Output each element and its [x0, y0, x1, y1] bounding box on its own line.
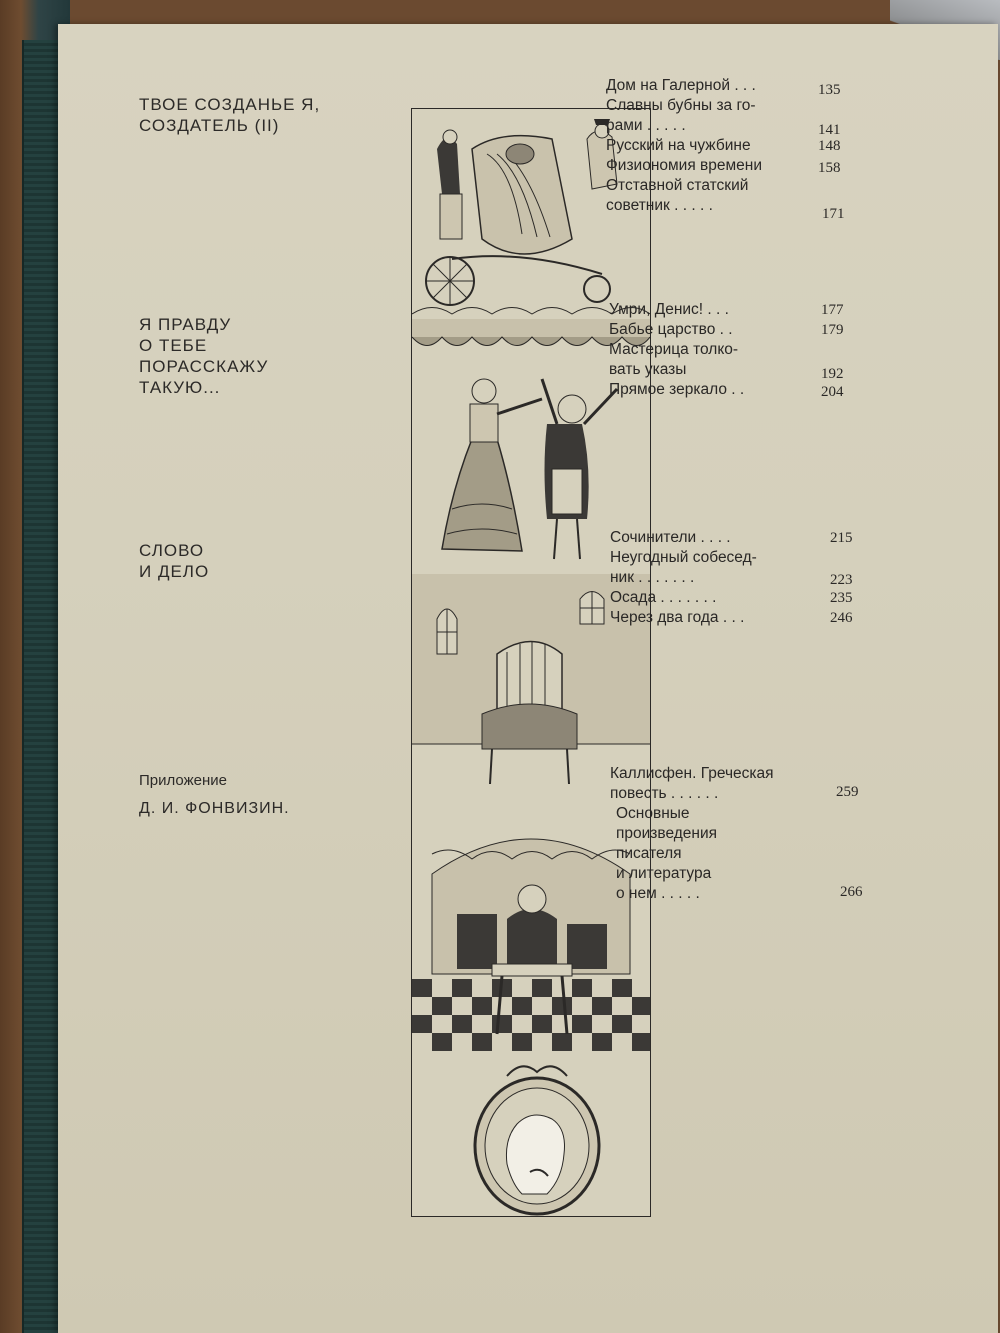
- toc-entry[interactable]: [609, 340, 844, 380]
- toc-entry-title: Осада . . . . . . .: [610, 589, 717, 606]
- toc-entry[interactable]: [609, 300, 844, 320]
- toc-entry[interactable]: [610, 548, 855, 588]
- toc-section-2: [609, 300, 844, 400]
- toc-entry-title: Основные: [616, 805, 690, 822]
- toc-entry[interactable]: [606, 156, 841, 176]
- illustration-strip: [411, 108, 651, 1217]
- section-title-2: [139, 314, 268, 398]
- toc-entry-page: 148: [818, 138, 841, 154]
- toc-entry-title: Через два года . . .: [610, 609, 745, 626]
- toc-entry-title: Русский на чужбине: [606, 137, 751, 154]
- section-title-line: Я ПРАВДУ: [139, 315, 232, 334]
- toc-entry-title: Прямое зеркало . .: [609, 381, 745, 398]
- toc-entry-title: Неугодный собесед-: [610, 549, 757, 566]
- toc-entry-page: 171: [822, 206, 845, 222]
- toc-entry-page: 141: [818, 122, 841, 138]
- toc-entry-title: Умри, Денис! . . .: [609, 301, 729, 318]
- toc-entry[interactable]: [606, 96, 841, 136]
- section-title-line: И ДЕЛО: [139, 562, 210, 581]
- section-title-line: ПОРАССКАЖУ: [139, 357, 269, 376]
- section-title-4: [139, 798, 290, 819]
- portrait-medallion-illustration: [412, 1054, 650, 1216]
- toc-entry-page: 266: [840, 884, 863, 900]
- toc-entry[interactable]: [609, 320, 844, 340]
- toc-entry-page: 204: [821, 384, 844, 400]
- section-title-1: [139, 94, 320, 136]
- toc-entry-page: 235: [830, 590, 853, 606]
- toc-entry-page: 223: [830, 572, 853, 588]
- toc-entry[interactable]: [610, 528, 855, 548]
- toc-entry-page: 259: [836, 784, 859, 800]
- toc-entry[interactable]: [610, 608, 855, 628]
- toc-entry-title: Мастерица толко-: [609, 341, 739, 358]
- toc-entry-title: Сочинители . . . .: [610, 529, 731, 546]
- toc-entry[interactable]: [610, 764, 859, 804]
- toc-entry-title: Отставной статский: [606, 177, 749, 194]
- section-title-line: СЛОВО: [139, 541, 205, 560]
- toc-entry-page: 177: [821, 302, 844, 318]
- toc-entry-title: ник . . . . . . .: [610, 569, 695, 586]
- toc-entry-title: о нем . . . . .: [616, 885, 700, 902]
- toc-entry-page: 179: [821, 322, 844, 338]
- toc-entry-title: Дом на Галерной . . .: [606, 77, 756, 94]
- toc-entry-title: произведения: [616, 825, 718, 842]
- section-title-line: О ТЕБЕ: [139, 336, 208, 355]
- toc-entry-title: писателя: [616, 845, 682, 862]
- toc-entry-page: 215: [830, 530, 853, 546]
- section-title-line: СОЗДАТЕЛЬ (II): [139, 116, 280, 135]
- section-title-3: [139, 540, 209, 582]
- toc-entry[interactable]: [606, 76, 841, 96]
- toc-section-4: [610, 764, 863, 904]
- toc-entry-title: рами . . . . .: [606, 117, 686, 134]
- toc-entry-title: Славны бубны за го-: [606, 97, 756, 114]
- toc-entry-page: 192: [821, 366, 844, 382]
- toc-entry-page: 135: [818, 82, 841, 98]
- appendix-label: Приложение: [139, 772, 227, 789]
- toc-section-3: [610, 528, 855, 628]
- toc-entry[interactable]: [610, 804, 863, 904]
- toc-entry[interactable]: [610, 588, 855, 608]
- book-page: [58, 24, 998, 1333]
- toc-entry-title: советник . . . . .: [606, 197, 713, 214]
- toc-entry-page: 158: [818, 160, 841, 176]
- toc-entry-title: Каллисфен. Греческая: [610, 765, 774, 782]
- toc-entry-title: повесть . . . . . .: [610, 785, 719, 802]
- toc-entry[interactable]: [606, 176, 845, 222]
- toc-entry-title: вать указы: [609, 361, 687, 378]
- section-title-line: ТАКУЮ...: [139, 378, 221, 397]
- section-title-line: ТВОЕ СОЗДАНЬЕ Я,: [139, 95, 321, 114]
- toc-entry-page: 246: [830, 610, 853, 626]
- toc-entry[interactable]: [609, 380, 844, 400]
- toc-entry[interactable]: [606, 136, 841, 156]
- toc-section-1: [606, 76, 845, 222]
- toc-entry-title: и литература: [616, 865, 712, 882]
- toc-entry-title: Физиономия времени: [606, 157, 762, 174]
- section-title-line: Д. И. ФОНВИЗИН.: [139, 800, 290, 817]
- toc-entry-title: Бабье царство . .: [609, 321, 733, 338]
